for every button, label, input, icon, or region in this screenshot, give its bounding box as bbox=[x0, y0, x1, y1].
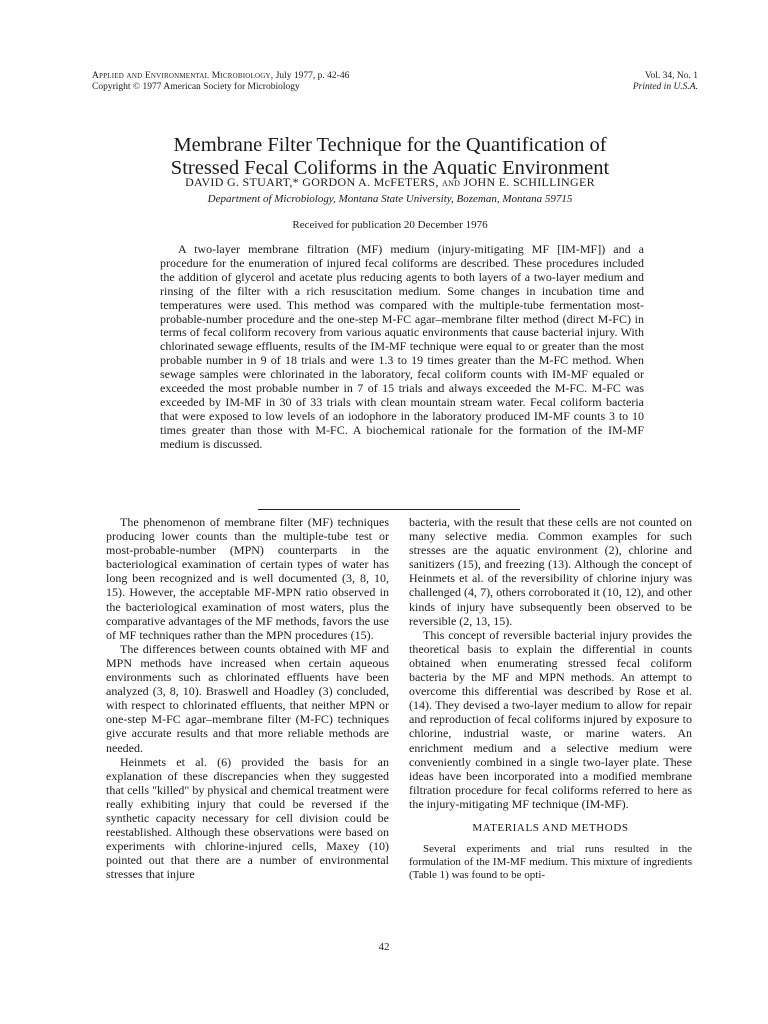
journal-citation-line bbox=[92, 71, 349, 82]
affiliation: Department of Microbiology, Montana State University, Bozeman, Montana 59715 bbox=[207, 193, 573, 205]
journal-name: Applied and Environmental Microbiology, bbox=[92, 71, 274, 81]
title-line-2: Stressed Fecal Coliforms in the Aquatic Environment bbox=[170, 156, 610, 179]
authors-part-1: DAVID G. STUART,* GORDON A. McFETERS, bbox=[185, 175, 439, 189]
paragraph: Heinmets et al. (6) provided the basis for an explanation of these discrepancies when they suggested that cells "killed" by physical and chemical treatment were really exhibiting injury that could be reversed if the synthetic capacity necessary for cell division could be reestablished. Although these observations were based on experiments with chlorine-injured cells, Maxey (10) pointed out that there are a number of environmental stresses that injure bbox=[106, 754, 389, 882]
paragraph: This concept of reversible bacterial injury provides the theoretical basis to explain the differential in counts obtained when enumerating stressed fecal coliform bacteria by the MF and MPN methods. An attempt to overcome this differential was described by Rose et al. (14). They devised a two-layer medium to allow for repair and reproduction of fecal coliforms injured by exposure to chlorine, industrial waste, or marine waters. An enrichment medium and a selective medium were conveniently combined in a single two-layer plate. These ideas have been incorporated into a modified membrane filtration procedure for fecal coliforms referred to here as the injury-mitigating MF technique (IM-MF). bbox=[409, 627, 692, 811]
paragraph: bacteria, with the result that these cells are not counted on many selective media. Common examples for such stresses are the aquatic environment (2), chlorine and sanitizers (15), and freezing (13). Although the concept of Heinmets et al. of the reversibility of chlorine injury was challenged (4, 7), others corroborated it (10, 12), and other kinds of injury have subsequently been observed to be reversible (2, 13, 15). bbox=[409, 515, 692, 628]
left-column bbox=[106, 515, 389, 881]
paragraph: The differences between counts obtained with MF and MPN methods have increased when certain aqueous environments such as chlorinated effluents have been analyzed (3, 8, 10). Braswell and Hoadley (3) concluded, with respect to chlorinated effluents, that neither MPN or one-step M-FC agar–membrane filter (M-FC) techniques give accurate results and that more reliable methods are needed. bbox=[106, 641, 389, 755]
page-number: 42 bbox=[378, 941, 390, 953]
abstract: A two-layer membrane filtration (MF) medium (injury-mitigating MF [IM-MF]) and a procedure for the enumeration of injured fecal coliforms are described. These procedures included the addition of glycerol and acetate plus reducing agents to both layers of a two-layer medium and rinsing of the filter with a rich resuscitation medium. Some changes in incubation time and temperatures were used. This method was compared with the multiple-tube fermentation most-probable-number procedure and the one-step M-FC agar–membrane filter method (direct M-FC) in terms of fecal coliform recovery from various aquatic environments that cause bacterial injury. With chlorinated sewage effluents, results of the IM-MF technique were equal to or greater than the most probable number in 9 of 18 trials and were 1.3 to 19 times greater than the M-FC method. When sewage samples were chlorinated in the laboratory, fecal coliform counts with IM-MF equaled or exceeded the most probable number in 7 of 15 trials and always exceeded the M-FC. M-FC was exceeded by IM-MF in 30 of 33 trials with clean mountain stream water. Fecal coliform bacteria that were exposed to low levels of an iodophore in the laboratory produced IM-MF counts 3 to 10 times greater than those with M-FC. A biochemical rationale for the formation of the IM-MF medium is discussed. bbox=[160, 242, 644, 451]
title-line-1: Membrane Filter Technique for the Quantification of bbox=[173, 133, 607, 156]
journal-header bbox=[92, 71, 349, 93]
article-title bbox=[60, 134, 720, 180]
authors-and: and bbox=[442, 175, 461, 189]
received-date: Received for publication 20 December 1976 bbox=[292, 219, 488, 231]
authors-part-2: JOHN E. SCHILLINGER bbox=[463, 175, 595, 189]
journal-citation: July 1977, p. 42-46 bbox=[275, 71, 350, 81]
authors bbox=[60, 175, 720, 190]
right-column bbox=[409, 515, 692, 881]
paragraph: The phenomenon of membrane filter (MF) techniques producing lower counts than the multiple-tube test or most-probable-number (MPN) counterparts in the bacteriological examination of certain types of water has long been recognized and is well documented (3, 8, 10, 15). However, the acceptable MF-MPN ratio observed in the bacteriological examination of most waters, plus the comparative advantages of the MF methods, favors the use of MF techniques rather than the MPN procedures (15). bbox=[106, 515, 389, 642]
abstract-divider bbox=[258, 509, 520, 510]
section-heading: MATERIALS AND METHODS bbox=[472, 821, 629, 834]
volume: Vol. 34, No. 1 bbox=[644, 71, 698, 81]
printed-in: Printed in U.S.A. bbox=[632, 82, 698, 92]
volume-info bbox=[633, 71, 698, 93]
copyright: Copyright © 1977 American Society for Microbiology bbox=[92, 82, 300, 92]
paragraph: Several experiments and trial runs resulted in the formulation of the IM-MF medium. This mixture of ingredients (Table 1) was found to be opti- bbox=[409, 843, 692, 881]
